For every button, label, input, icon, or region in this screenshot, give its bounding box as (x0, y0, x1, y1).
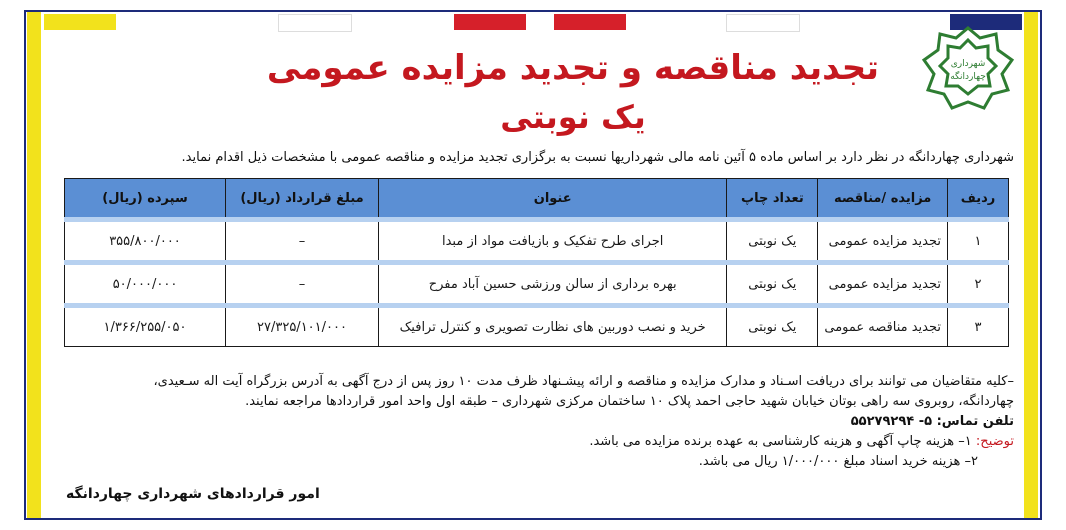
explanation-label: توضیح: (975, 434, 1014, 449)
table-row (65, 306, 1009, 347)
header-print-count: تعداد چاپ (727, 179, 818, 220)
header-contract-amount: مبلغ قرارداد (ریال) (226, 179, 379, 220)
cell-type: تجدید مزایده عمومی (818, 263, 948, 306)
notes-section (24, 372, 1014, 472)
header-type: مزایده /مناقصه (818, 179, 948, 220)
tender-table (64, 178, 1009, 347)
cell-contract-amount: ۲۷/۳۲۵/۱۰۱/۰۰۰ (226, 306, 379, 347)
page-title: تجدید مناقصه و تجدید مزایده عمومی (266, 48, 880, 88)
cell-title: اجرای طرح تفکیک و بازیافت مواد از مبدا (379, 220, 727, 263)
cell-row-number: ۳ (948, 306, 1009, 347)
notes-line-2: چهاردانگه، روبروی سه راهی بوتان خیابان شهید حاجی احمد پلاک ۱۰ ساختمان مرکزی شهرداری – طبقه اول واحد امور قراردادها مراجعه نمایند. (245, 394, 1014, 409)
explanation-text-2: ۲– هزینه خرید اسناد مبلغ ۱/۰۰۰/۰۰۰ ریال می باشد. (698, 454, 978, 469)
logo-text-2: چهاردانگه (950, 72, 986, 82)
table-row (65, 220, 1009, 263)
cell-type: تجدید مناقصه عمومی (818, 306, 948, 347)
cell-deposit: ۵۰/۰۰۰/۰۰۰ (65, 263, 226, 306)
explanation-line-2 (24, 452, 1014, 472)
cell-contract-amount: – (226, 263, 379, 306)
cell-title: خرید و نصب دوربین های نظارت تصویری و کنترل ترافیک (379, 306, 727, 347)
cell-contract-amount: – (226, 220, 379, 263)
cell-print-count: یک نوبتی (727, 220, 818, 263)
cell-deposit: ۱/۳۶۶/۲۵۵/۰۵۰ (65, 306, 226, 347)
footer-signature: امور قراردادهای شهرداری چهاردانگه (66, 486, 320, 502)
cell-type: تجدید مزایده عمومی (818, 220, 948, 263)
cell-row-number: ۱ (948, 220, 1009, 263)
cell-title: بهره برداری از سالن ورزشی حسین آباد مفرح (379, 263, 727, 306)
table-header-row (65, 179, 1009, 220)
explanation-line-1 (24, 432, 1014, 452)
top-yellow-block (44, 14, 116, 30)
notes-line-1: –کلیه متقاضیان می توانند برای دریافت اسـناد و مدارک مزایده و مناقصه و ارائه پیشـنهاد ظرف مدت ۱۰ روز پس از درج آگهی به آدرس بزرگراه آیت اله سـعیدی، (153, 374, 1014, 389)
page-subtitle: یک نوبتی (500, 98, 646, 136)
cell-row-number: ۲ (948, 263, 1009, 306)
cell-print-count: یک نوبتی (727, 263, 818, 306)
header-row-number: ردیف (948, 179, 1009, 220)
header-deposit: سپرده (ریال) (65, 179, 226, 220)
explanation-text-1: ۱– هزینه چاپ آگهی و هزینه کارشناسی به عهده برنده مزایده می باشد. (589, 434, 976, 449)
cell-print-count: یک نوبتی (727, 306, 818, 347)
top-white-block-2 (726, 14, 800, 32)
top-white-block (278, 14, 352, 32)
top-red-block-2 (554, 14, 626, 30)
table-row (65, 263, 1009, 306)
logo-text-1: شهرداری (950, 59, 986, 69)
header-title: عنوان (379, 179, 727, 220)
cell-deposit: ۳۵۵/۸۰۰/۰۰۰ (65, 220, 226, 263)
top-red-block-1 (454, 14, 526, 30)
contact-phone: تلفن تماس: ۵- ۵۵۲۷۹۲۹۴ (850, 414, 1014, 429)
intro-text: شهرداری چهاردانگه در نظر دارد بر اساس ماده ۵ آئین نامه مالی شهرداریها نسبت به برگزاری تجدید مزایده و مناقصه عمومی با مشخصات ذیل اقدام نماید. (181, 150, 1014, 165)
